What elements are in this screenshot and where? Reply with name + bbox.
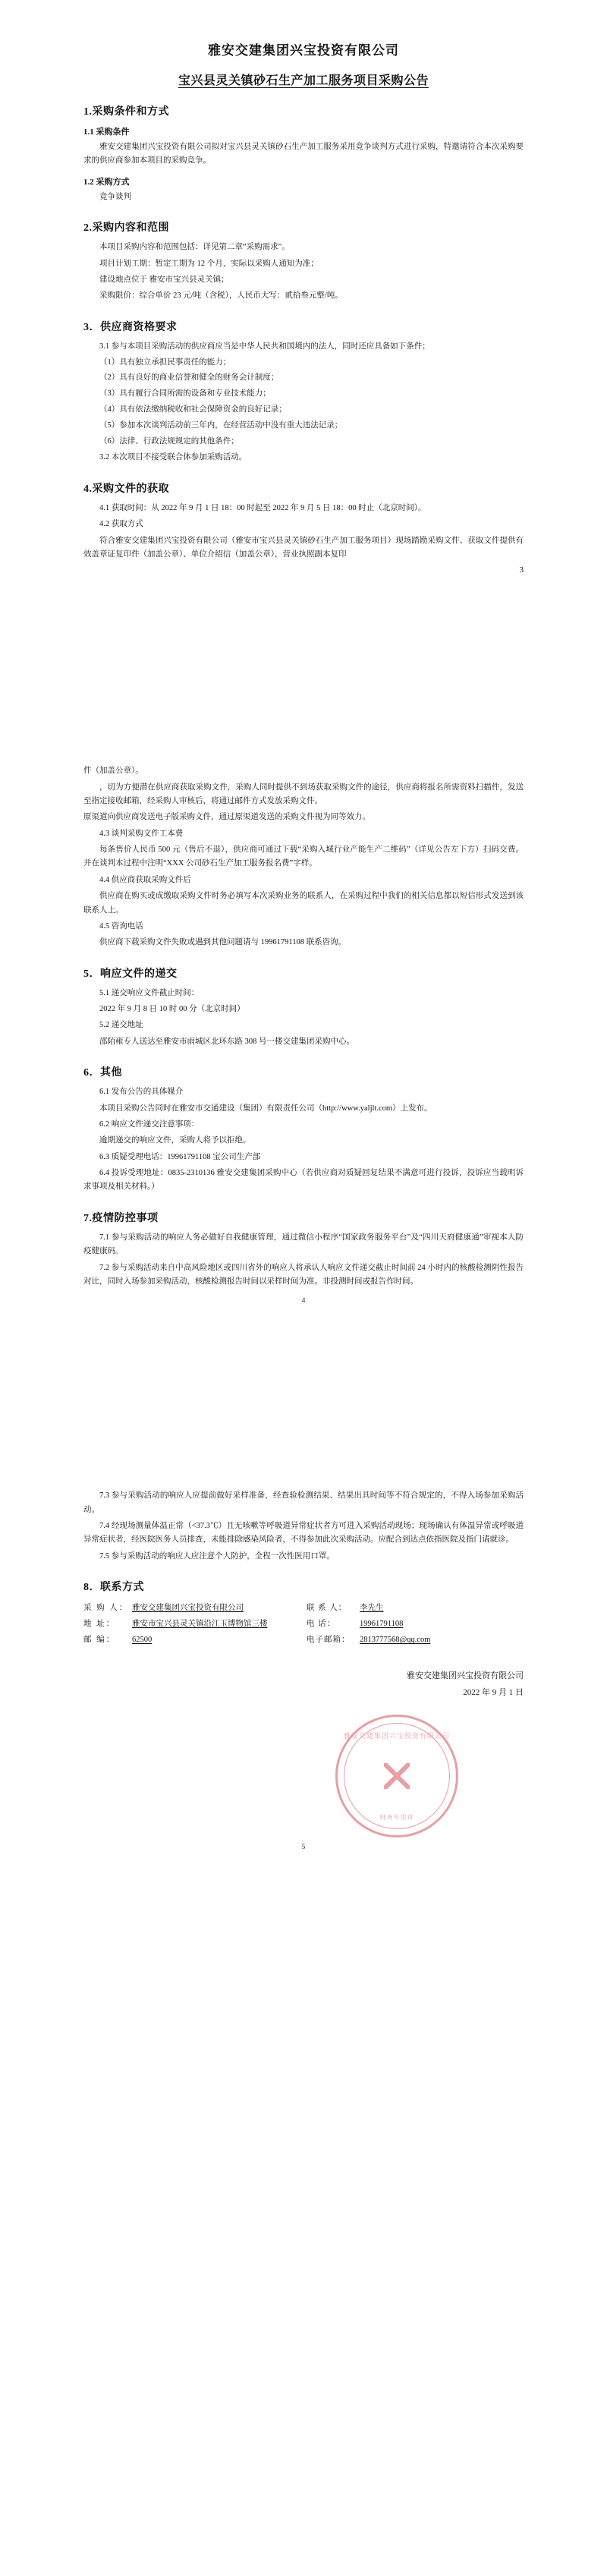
contact-table	[83, 1600, 524, 1648]
section-heading-7: 7.疫情防控事项	[83, 1212, 159, 1224]
paragraph: 雅安交建集团兴宝投资有限公司拟对宝兴县灵关镇砂石生产加工服务采用竞争谈判方式进行采购，特邀请符合本次采购要求的供应商参加本项目的采购竞争。	[83, 143, 524, 165]
signature-org: 雅安交建集团兴宝投资有限公司	[407, 1671, 524, 1681]
paragraph: 5.2 递交地址	[99, 1021, 143, 1030]
page-break-gap	[83, 580, 524, 762]
paragraph: 原渠道向供应商发送电子版采购文件，通过原渠道发送的采购文件视为同等效力。	[83, 813, 370, 822]
paragraph: 供应商下载采购文件失败或遇到其他问题请与 19961791108 联系咨询。	[99, 938, 347, 947]
paragraph: 7.5 参与采购活动的响应人应注意个人防护，全程一次性医用口罩。	[99, 1551, 335, 1560]
paragraph: 竞争谈判	[99, 192, 131, 201]
page-break-marker: 3	[519, 566, 524, 575]
list-item: （3）具有履行合同所需的设备和专业技术能力；	[99, 389, 271, 398]
section-heading-3: 3．供应商资格要求	[83, 321, 178, 333]
paragraph: 4.2 获取方式	[99, 520, 143, 529]
paragraph: ，切为方便潜在供应商获取采购文件，采购人同时提供不到场获取采购文件的途径，供应商将报名所需资料扫描件，发送至指定接收邮箱，经采购人审核后，将通过邮件方式发放采购文件。	[83, 783, 524, 805]
paragraph: 4.5 咨询电话	[99, 921, 143, 931]
subsection-heading-1-2: 1.2 采购方式	[83, 177, 130, 187]
list-item: （6）法律、行政法规规定的其他条件；	[99, 436, 239, 446]
paragraph: 2022 年 9 月 8 日 10 时 00 分（北京时间）	[99, 1005, 245, 1014]
paragraph: 4.4 供应商获取采购文件后	[99, 875, 191, 884]
list-item: （5）参加本次谈判活动前三年内，在经营活动中没有重大违法记录；	[99, 421, 343, 430]
list-item: （2）具有良好的商业信誉和健全的财务会计制度；	[99, 373, 279, 383]
paragraph: 每条售价人民币 500 元（售后不退），供应商可通过下载“采购入城行业产能生产二维码”（详见公告左下方）扫码交费。并在谈判本过程中注明“XXX 公司砂石生产加工服务报名费”字样。	[83, 846, 524, 868]
paragraph: 6.3 质疑受理电话：19961791108 宝公司生产部	[99, 1152, 261, 1161]
table-row	[83, 1600, 524, 1616]
list-item: （1）具有独立承担民事责任的能力；	[99, 357, 231, 367]
paragraph: 符合雅安交建集团兴宝投资有限公司（雅安市宝兴县灵关镇砂石生产加工服务项目）现场踏勘采购文件、获取文件提供有效盖章证复印件（加盖公章）、单位介绍信（加盖公章），营业执照副本复印	[83, 536, 524, 559]
signature-block	[83, 1667, 524, 1701]
contact-value-secondary: 李先生	[360, 1604, 384, 1613]
paragraph: 7.1 参与采购活动的响应人务必做好自我健康管理，通过微信小程序“国家政务服务平台”及“四川天府健康通”审视本人防疫健康码。	[83, 1233, 524, 1256]
contact-label: 邮 编：	[83, 1636, 116, 1645]
paragraph: 7.2 参与采购活动来自中高风险地区或四川省外的响应人将承认人响应文件递交截止时间前 24 小时内的核酸检测阴性报告对比，同时入场参加采购活动，核酸检测报告时间以采样时间为准。非投测时间或报告作时间。	[83, 1263, 524, 1286]
contact-value: 雅安交建集团兴宝投资有限公司	[132, 1604, 244, 1613]
paragraph: 项目计划工期：暂定工期为 12 个月，实际以采购人通知为准；	[99, 259, 319, 268]
paragraph: 供应商在购买或成缴取采购文件时务必填写本次采购业务的联系人，在采购过程中我们的相关信息都以短信形式发送到该联系人上。	[83, 892, 524, 915]
issuing-company: 雅安交建集团兴宝投资有限公司	[208, 43, 399, 58]
paragraph: 采购限价：综合单价 23 元/吨（含税），人民币大写：贰拾叁元整/吨。	[99, 291, 343, 301]
paragraph: 逾期递交的响应文件，采购人将予以拒绝。	[99, 1136, 251, 1145]
paragraph: 4.3 谈判采购文件工本费	[99, 829, 184, 838]
section-heading-2: 2.采购内容和范围	[83, 222, 169, 235]
page-break-gap-2	[83, 1305, 524, 1487]
official-seal-stamp	[335, 1715, 458, 1838]
list-item: 3.2 本次项目不接受联合体参加采购活动。	[99, 452, 247, 461]
contact-value-secondary: 19961791108	[360, 1620, 404, 1629]
contact-value: 62500	[132, 1636, 153, 1645]
section-heading-6: 6．其他	[83, 1067, 122, 1079]
contact-label: 采 购 人：	[83, 1604, 129, 1613]
document-title: 宝兴县灵关镇砂石生产加工服务项目采购公告	[178, 74, 429, 87]
paragraph: 本项目采购公告同时在雅安市交通建设（集团）有限责任公司（http://www.yaljlt.com）上发布。	[99, 1104, 432, 1113]
paragraph: 7.3 参与采购活动的响应人应提前做好采样准备，经查验检测结果、结果出具时间等不符合规定的，不得入场参加采购活动。	[83, 1491, 524, 1514]
stamp-top-text: 雅安交建集团兴宝投资有限公司	[343, 1732, 450, 1740]
paragraph: 7.4 经现场测量体温正常（<37.3℃）且无咳嗽等呼吸道异常症状者方可进入采购活动现场；现场确认有体温异常或呼吸道异常症状者，经医院医务人员排查，未能排除感染风险者，不得参加此次采购活动。应配合到达点依指医院及指门请就诊。	[83, 1522, 524, 1545]
paragraph: 本项目采购内容和范围包括：详见第二章“采购需求”。	[99, 243, 290, 252]
contact-value-secondary: 2813777568@qq.com	[360, 1636, 431, 1645]
paragraph: 6.2 响应文件递交注意事项：	[99, 1120, 200, 1129]
stamp-area	[83, 1701, 524, 1838]
stamp-bottom-text: 财务专用章	[379, 1814, 414, 1822]
page-number: 4	[301, 1297, 306, 1305]
list-item: （4）具有依法缴纳税收和社会保障资金的良好记录；	[99, 405, 287, 414]
page-number: 5	[301, 1844, 306, 1852]
section-heading-5: 5．响应文件的递交	[83, 968, 178, 980]
section-heading-1: 1.采购条件和方式	[83, 106, 169, 118]
paragraph: 件（加盖公章）。	[83, 767, 143, 776]
contact-label-secondary: 电 话：	[307, 1620, 336, 1629]
section-heading-8: 8．联系方式	[83, 1582, 144, 1594]
paragraph: 邵陌雍专人送达至雅安市雨城区北环东路 308 号一楼交建集团采购中心。	[99, 1037, 354, 1046]
paragraph: 6.1 发布公告的具体媒介	[99, 1088, 184, 1097]
section-heading-4: 4.采购文件的获取	[83, 483, 169, 495]
contact-value: 雅安市宝兴县灵关镇沿江玉博物馆三楼	[132, 1620, 268, 1629]
list-item: 3.1 参与本项目采购活动的供应商应当是中华人民共和国境内的法人，同时还应具备如下条件；	[99, 342, 430, 351]
paragraph: 建设地点位于 雅安市宝兴县灵关镇；	[99, 275, 229, 284]
paragraph: 4.1 获取时间：从 2022 年 9 月 1 日 18：00 时起至 2022 年 9 月 5 日 18：00 时止（北京时间）。	[99, 503, 426, 512]
signature-date: 2022 年 9 月 1 日	[463, 1688, 524, 1698]
paragraph: 6.4 投诉受理地址：0835-2310136 雅安交建集团采购中心（若供应商对质疑回复结果不满意可进行投诉，投诉应当载明诉求事项及相关材料。）	[83, 1169, 524, 1192]
contact-label-secondary: 联 系 人：	[307, 1604, 348, 1613]
contact-label-secondary: 电子邮箱：	[307, 1636, 351, 1645]
stamp-inner-ring	[344, 1723, 450, 1829]
contact-label: 地 址：	[83, 1620, 116, 1629]
paragraph: 5.1 递交响应文件截止时间：	[99, 988, 200, 997]
subsection-heading-1-1: 1.1 采购条件	[83, 128, 130, 137]
table-row	[83, 1632, 524, 1648]
table-row	[83, 1616, 524, 1632]
